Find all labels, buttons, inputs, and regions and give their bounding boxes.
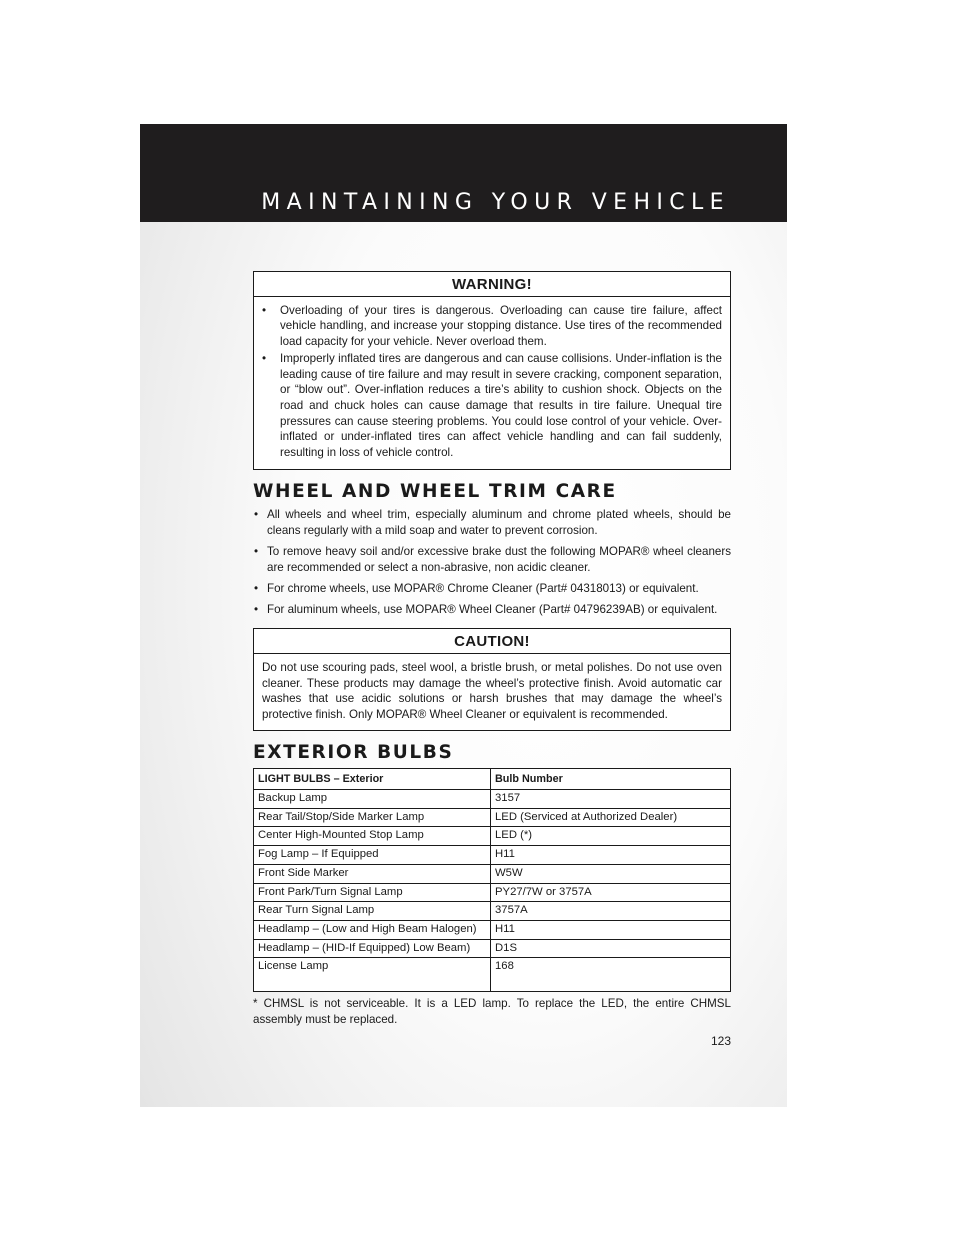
bulb-number-cell: H11 [491, 921, 731, 940]
bulb-number-cell: 3757A [491, 902, 731, 921]
caution-text: Do not use scouring pads, steel wool, a bristle brush, or metal polishes. Do not use oven cleaner. These products may damage the wheel’s protective finish. Avoid automatic car washes that use acidic solutions or harsh brushes that may damage the wheel’s protective finish. Only MOPAR® Wheel Cleaner or equivalent is recommended. [262, 660, 722, 721]
chapter-title: MAINTAINING YOUR VEHICLE [261, 190, 730, 215]
table-row [254, 939, 731, 958]
lamp-name-cell: Rear Turn Signal Lamp [254, 902, 491, 921]
table-row [254, 827, 731, 846]
table-header-row [254, 769, 731, 790]
warning-item: • Overloading of your tires is dangerous. Overloading can cause tire failure, affect vehicle handling, and increase your stopping distance. Use tires of the recommended load capacity for your vehicle. Never overload them. [262, 303, 722, 350]
lamp-name-cell: Rear Tail/Stop/Side Marker Lamp [254, 808, 491, 827]
exterior-bulbs-table [253, 768, 731, 992]
section-title-wheel-care: WHEEL AND WHEEL TRIM CARE [253, 480, 617, 502]
table-row [254, 864, 731, 883]
bulb-number-cell: H11 [491, 846, 731, 865]
bulb-number-cell: PY27/7W or 3757A [491, 883, 731, 902]
column-header-light-bulbs: LIGHT BULBS – Exterior [254, 769, 491, 790]
section-title-exterior-bulbs: EXTERIOR BULBS [253, 741, 454, 763]
bulb-number-cell: LED (Serviced at Authorized Dealer) [491, 808, 731, 827]
caution-title: CAUTION! [254, 629, 730, 654]
table-row [254, 846, 731, 865]
caution-box [253, 628, 731, 731]
header-band [140, 124, 787, 222]
table-row [254, 921, 731, 940]
column-header-bulb-number: Bulb Number [491, 769, 731, 790]
lamp-name-cell: Headlamp – (HID-If Equipped) Low Beam) [254, 939, 491, 958]
warning-list [262, 303, 722, 461]
lamp-name-cell: Center High-Mounted Stop Lamp [254, 827, 491, 846]
wheel-care-item: • To remove heavy soil and/or excessive brake dust the following MOPAR® wheel cleaners are recommended or select a non-abrasive, non acidic cleaner. [253, 544, 731, 575]
lamp-name-cell: Headlamp – (Low and High Beam Halogen) [254, 921, 491, 940]
warning-item: • Improperly inflated tires are dangerous and can cause collisions. Under-inflation is the leading cause of tire failure and may result in severe cracking, component separation, or “blow out”. Over-inflation reduces a tire’s ability to cushion shock. Objects on the road and chuck holes can cause damage that results in tire failure. Unequal tire pressures can cause steering problems. You could lose control of your vehicle. Over-inflated or under-inflated tires can affect vehicle handling and can fail suddenly, resulting in loss of vehicle control. [262, 351, 722, 461]
wheel-care-item: • For aluminum wheels, use MOPAR® Wheel Cleaner (Part# 04796239AB) or equivalent. [253, 602, 731, 618]
bulb-number-cell: 168 [491, 958, 731, 992]
wheel-care-item: • For chrome wheels, use MOPAR® Chrome Cleaner (Part# 04318013) or equivalent. [253, 581, 731, 597]
manual-page [140, 124, 787, 1107]
bulb-number-cell: D1S [491, 939, 731, 958]
lamp-name-cell: License Lamp [254, 958, 491, 992]
page-number: 123 [711, 1034, 732, 1048]
warning-title: WARNING! [254, 272, 730, 297]
table-row [254, 902, 731, 921]
bulb-number-cell: LED (*) [491, 827, 731, 846]
bulb-number-cell: 3157 [491, 790, 731, 809]
bulb-number-cell: W5W [491, 864, 731, 883]
table-row [254, 808, 731, 827]
table-footnote: * CHMSL is not serviceable. It is a LED lamp. To replace the LED, the entire CHMSL assembly must be replaced. [253, 997, 731, 1027]
lamp-name-cell: Front Park/Turn Signal Lamp [254, 883, 491, 902]
wheel-care-item: • All wheels and wheel trim, especially aluminum and chrome plated wheels, should be cleans regularly with a mild soap and water to prevent corrosion. [253, 507, 731, 538]
lamp-name-cell: Front Side Marker [254, 864, 491, 883]
page-content [253, 271, 731, 1028]
table-row [254, 790, 731, 809]
warning-box [253, 271, 731, 470]
lamp-name-cell: Fog Lamp – If Equipped [254, 846, 491, 865]
table-row [254, 883, 731, 902]
table-row [254, 958, 731, 992]
wheel-care-list [253, 507, 731, 618]
lamp-name-cell: Backup Lamp [254, 790, 491, 809]
